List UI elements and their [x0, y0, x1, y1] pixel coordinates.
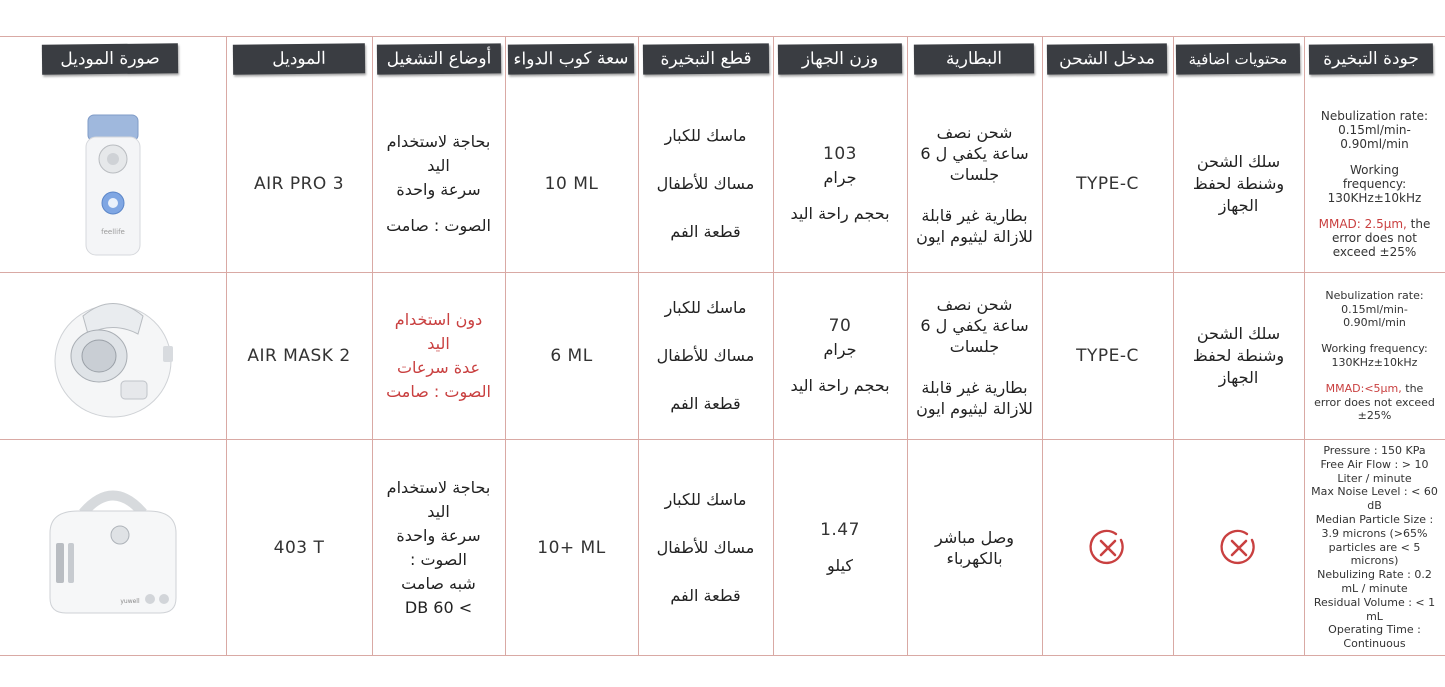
device-logo: feellife — [101, 228, 125, 236]
mode-line: سرعة واحدة — [396, 525, 481, 545]
spec-line: Max Noise Level : < 60 — [1311, 485, 1438, 499]
part-line: مساك للأطفال — [656, 346, 755, 365]
spec-line: Residual Volume : < 1 — [1313, 595, 1436, 609]
battery-line: بطارية غير قابلة — [921, 205, 1028, 225]
charging-port: TYPE-C — [1076, 346, 1139, 366]
spec-line: mL — [1366, 609, 1383, 623]
header-nebulizer-parts: قطع التبخيرة — [643, 43, 769, 74]
weight-cell — [773, 96, 907, 272]
quality-line: 0.15ml/min- — [1338, 123, 1411, 137]
cup-capacity: 10+ ML — [537, 537, 606, 558]
model-name: 403 T — [273, 537, 325, 558]
comparison-table — [0, 36, 1445, 656]
part-line: مساك للأطفال — [656, 537, 755, 557]
extras-line: سلك الشحن — [1196, 324, 1281, 343]
battery-line: وصل مباشر — [934, 527, 1015, 547]
quality-line: Nebulization rate: — [1325, 288, 1424, 302]
battery-line: جلسات — [949, 336, 1000, 356]
battery-line: للازالة ليثيوم ايون — [916, 226, 1033, 246]
charging-port: TYPE-C — [1076, 174, 1139, 194]
weight-value: 70 — [828, 316, 852, 336]
weight-unit: جرام — [823, 340, 857, 359]
spec-line: Pressure : 150 KPa — [1323, 444, 1426, 458]
spec-line: Operating Time : — [1328, 623, 1421, 637]
header-battery: البطارية — [914, 43, 1034, 74]
product-image-air-pro-3 — [0, 96, 226, 272]
header-model: الموديل — [233, 43, 365, 74]
quality-line: Nebulization rate: — [1320, 109, 1429, 123]
extras-line: وشنطة لحفظ — [1192, 346, 1285, 365]
battery-line: شحن نصف — [936, 294, 1013, 314]
quality-line: the — [1406, 217, 1431, 231]
mode-line: بحاجة لاستخدام — [386, 477, 491, 497]
spec-line: mL / minute — [1341, 581, 1408, 595]
mode-line: عدة سرعات — [396, 358, 481, 377]
battery-line: شحن نصف — [936, 122, 1013, 142]
mode-line: سرعة واحدة — [396, 180, 481, 199]
grid-line — [0, 655, 1445, 656]
mode-line: اليد — [427, 334, 450, 353]
cup-capacity: 10 ML — [544, 174, 599, 194]
extras-cell — [1173, 96, 1304, 272]
mode-line: الصوت : صامت — [386, 382, 491, 401]
parts-cell — [638, 273, 773, 439]
mode-line: بحاجة لاستخدام — [386, 132, 491, 151]
air-pro-3-device-image — [68, 109, 158, 259]
spec-line: particles are < 5 — [1328, 540, 1421, 554]
battery-cell — [907, 440, 1042, 655]
header-device-weight: وزن الجهاز — [778, 43, 902, 74]
x-circle-icon — [1088, 528, 1128, 568]
spec-line: microns) — [1350, 554, 1399, 568]
device-logo: yuwell — [120, 597, 140, 605]
mmad-value: MMAD:<5μm, — [1325, 381, 1402, 395]
header-nebulization-quality: جودة التبخيرة — [1309, 43, 1433, 74]
quality-cell — [1304, 96, 1445, 272]
quality-line: 130KHz±10kHz — [1331, 356, 1418, 369]
air-mask-2-device-image — [43, 286, 183, 426]
battery-cell — [907, 96, 1042, 272]
extras-line: الجهاز — [1218, 368, 1259, 387]
mmad-value: MMAD: 2.5μm, — [1318, 217, 1407, 231]
part-line: قطعة الفم — [670, 394, 741, 413]
quality-cell — [1304, 273, 1445, 439]
battery-line: ساعة يكفي ل 6 — [920, 315, 1029, 335]
quality-line: ±25% — [1357, 409, 1392, 423]
specs-cell — [1304, 440, 1445, 655]
header-operation-modes: أوضاع التشغيل — [377, 43, 501, 74]
mode-line: اليد — [427, 156, 450, 175]
spec-line: dB — [1367, 499, 1382, 513]
mode-line: دون استخدام — [394, 310, 483, 329]
battery-line: بطارية غير قابلة — [921, 377, 1028, 397]
header-charging-port: مدخل الشحن — [1047, 43, 1167, 74]
mode-line: DB 60 < — [404, 597, 473, 617]
x-circle-icon — [1219, 528, 1259, 568]
weight-unit: كيلو — [827, 555, 854, 575]
mode-line: شبه صامت — [401, 573, 476, 593]
header-extra-contents: محتويات اضافية — [1176, 43, 1300, 74]
extras-line: الجهاز — [1218, 196, 1259, 215]
model-name: AIR PRO 3 — [253, 174, 345, 194]
weight-note: بحجم راحة اليد — [790, 376, 890, 395]
parts-cell — [638, 440, 773, 655]
battery-cell — [907, 273, 1042, 439]
product-image-403t — [0, 440, 226, 655]
model-name: AIR MASK 2 — [247, 346, 351, 366]
weight-value: 103 — [823, 144, 857, 164]
weight-cell — [773, 273, 907, 439]
weight-cell — [773, 440, 907, 655]
weight-note: بحجم راحة اليد — [790, 204, 890, 223]
header-model-image: صورة الموديل — [42, 43, 178, 74]
quality-line: frequency: — [1342, 177, 1407, 191]
cup-capacity: 6 ML — [550, 346, 593, 366]
extras-unavailable — [1173, 440, 1304, 655]
weight-value: 1.47 — [820, 519, 860, 540]
quality-line: exceed ±25% — [1332, 245, 1417, 259]
extras-line: سلك الشحن — [1196, 152, 1281, 171]
part-line: ماسك للكبار — [664, 298, 747, 317]
part-line: ماسك للكبار — [664, 126, 747, 145]
battery-line: جلسات — [949, 164, 1000, 184]
extras-cell — [1173, 273, 1304, 439]
part-line: ماسك للكبار — [664, 489, 747, 509]
403t-device-image — [38, 473, 188, 623]
quality-line: 130KHz±10kHz — [1327, 191, 1422, 205]
header-cup-capacity: سعة كوب الدواء — [508, 43, 634, 74]
mode-line: الصوت : — [410, 549, 467, 569]
battery-line: للازالة ليثيوم ايون — [916, 398, 1033, 418]
quality-line: 0.90ml/min — [1343, 316, 1406, 330]
mode-line: اليد — [427, 501, 450, 521]
quality-line: Working frequency: — [1321, 342, 1428, 356]
spec-line: Continuous — [1343, 637, 1406, 651]
quality-line: 0.15ml/min- — [1341, 302, 1408, 316]
part-line: قطعة الفم — [670, 222, 741, 241]
quality-line: Working — [1350, 163, 1399, 177]
quality-line: error does not — [1332, 231, 1417, 245]
quality-line: the — [1401, 381, 1424, 395]
part-line: قطعة الفم — [670, 585, 741, 605]
quality-line: error does not exceed — [1314, 395, 1435, 409]
quality-line: 0.90ml/min — [1340, 137, 1409, 151]
operation-modes-cell — [372, 96, 505, 272]
product-image-air-mask-2 — [0, 273, 226, 439]
operation-modes-cell — [372, 440, 505, 655]
spec-line: Median Particle Size : — [1315, 513, 1434, 526]
part-line: مساك للأطفال — [656, 174, 755, 193]
spec-line: 3.9 microns (>65% — [1321, 526, 1428, 540]
battery-line: بالكهرباء — [946, 548, 1003, 568]
spec-line: Nebulizing Rate : 0.2 — [1317, 568, 1432, 582]
grid-line — [0, 36, 1445, 37]
operation-modes-cell — [372, 273, 505, 439]
weight-unit: جرام — [823, 168, 857, 187]
charging-port-unavailable — [1042, 440, 1173, 655]
extras-line: وشنطة لحفظ — [1192, 174, 1285, 193]
parts-cell — [638, 96, 773, 272]
battery-line: ساعة يكفي ل 6 — [920, 143, 1029, 163]
spec-line: Free Air Flow : > 10 — [1320, 457, 1429, 471]
mode-line: الصوت : صامت — [386, 216, 491, 235]
spec-line: Liter / minute — [1337, 471, 1412, 485]
